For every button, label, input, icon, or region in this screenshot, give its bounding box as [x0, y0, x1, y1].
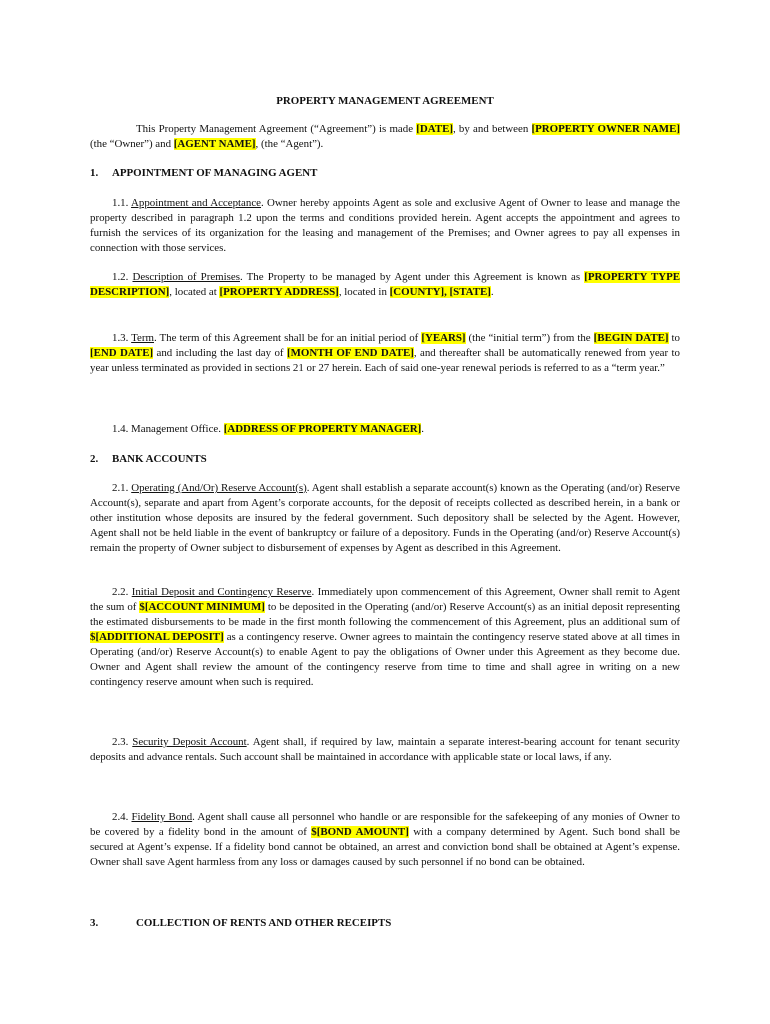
paragraph-1-1: 1.1. Appointment and Acceptance. Owner hereby appoints Agent as sole and exclusive Agent of Owner to lease and manage the property described in paragraph 1.2 upon the terms and conditions provided herein. Agent accepts the appointment and agrees to furnish the services of its organization for the leasing and management of the Premises; and Owner agrees to pay all expenses in connection with those services.: [90, 197, 680, 254]
paragraph-heading: Operating (And/Or) Reserve Account(s): [131, 482, 307, 494]
paragraph-2-3: 2.3. Security Deposit Account. Agent shall, if required by law, maintain a separate interest-bearing account for tenant security deposits and advance rentals. Such account shall be maintained in accordance with applicable state or local laws, if any.: [90, 736, 680, 763]
account-minimum-field[interactable]: $[ACCOUNT MINIMUM]: [139, 601, 265, 613]
paragraph-heading: Description of Premises: [132, 271, 240, 283]
begin-date-field[interactable]: [BEGIN DATE]: [593, 332, 669, 344]
agent-name-field[interactable]: [AGENT NAME]: [173, 138, 256, 150]
paragraph-heading: Security Deposit Account: [132, 736, 247, 748]
property-type-description-field[interactable]: [PROPERTY TYPE DESCRIPTION]: [90, 271, 680, 298]
property-owner-name-field[interactable]: [PROPERTY OWNER NAME]: [531, 123, 680, 135]
property-address-field[interactable]: [PROPERTY ADDRESS]: [219, 286, 339, 298]
paragraph-2-2: 2.2. Initial Deposit and Contingency Reserve. Immediately upon commencement of this Agreement, Owner shall remit to Agent the sum of $[ACCOUNT MINIMUM] to be deposited in the Operating (and/or) Reserve Account(s) as an initial deposit representing the estimated disbursements to be made in the first month following the commencement of this Agreement, plus an additional sum of $[ADDITIONAL DEPOSIT] as a contingency reserve. Owner agrees to maintain the contingency reserve stated above at all times in Operating (and/or) Reserve Account(s) to enable Agent to pay the obligations of Owner under this Agreement as they become due. Owner and Agent shall review the amount of the contingency reserve from time to time and shall agree in writing on a new contingency reserve amount when such is required.: [90, 586, 680, 688]
end-date-field[interactable]: [END DATE]: [90, 347, 154, 359]
month-of-end-date-field[interactable]: [MONTH OF END DATE]: [286, 347, 414, 359]
paragraph-1-3: 1.3. Term. The term of this Agreement shall be for an initial period of [YEARS] (the “initial term”) from the [BEGIN DATE] to [END DATE] and including the last day of [MONTH OF END DATE], and thereafter shall be automatically renewed from year to year unless terminated as provided in sections 21 or 27 herein. Each of said one-year renewal periods is referred to as a “term year.”: [90, 332, 680, 374]
section-3-heading: 3. COLLECTION OF RENTS AND OTHER RECEIPTS: [90, 917, 392, 929]
paragraph-heading: Fidelity Bond: [131, 811, 193, 823]
paragraph-heading: Initial Deposit and Contingency Reserve: [131, 586, 312, 598]
paragraph-1-4: 1.4. Management Office. [ADDRESS OF PROPERTY MANAGER].: [112, 423, 424, 435]
county-state-field[interactable]: [COUNTY], [STATE]: [389, 286, 491, 298]
additional-deposit-field[interactable]: $[ADDITIONAL DEPOSIT]: [90, 631, 224, 643]
paragraph-2-4: 2.4. Fidelity Bond. Agent shall cause all personnel who handle or are responsible for the safekeeping of any monies of Owner to be covered by a fidelity bond in the amount of $[BOND AMOUNT] with a company determined by Agent. Such bond shall be secured at Agent’s expense. If a fidelity bond cannot be obtained, an arrest and conviction bond shall be obtained at Agent’s expense. Owner shall save Agent harmless from any loss or damages caused by such personnel if no bond can be obtained.: [90, 811, 680, 868]
paragraph-heading: Term: [131, 332, 154, 344]
property-manager-address-field[interactable]: [ADDRESS OF PROPERTY MANAGER]: [223, 423, 422, 435]
document-title: PROPERTY MANAGEMENT AGREEMENT: [276, 95, 494, 107]
date-field[interactable]: [DATE]: [416, 123, 453, 135]
intro-paragraph: This Property Management Agreement (“Agreement”) is made [DATE], by and between [PROPERTY OWNER NAME] (the “Owner”) and [AGENT NAME], (the “Agent”).: [90, 123, 680, 150]
bond-amount-field[interactable]: $[BOND AMOUNT]: [311, 826, 409, 838]
paragraph-2-1: 2.1. Operating (And/Or) Reserve Account(s). Agent shall establish a separate account(s) known as the Operating (and/or) Reserve Account(s), separate and apart from Agent’s corporate accounts, for the deposit of receipts collected as described herein, in a bank or other institution whose deposits are insured by the federal government. Such depository shall be selected by the Agent. However, Agent shall not be held liable in the event of bankruptcy or failure of a depository. Funds in the Operating (and/or) Reserve Account(s) remain the property of Owner subject to disbursement of expenses by Agent as described in this Agreement.: [90, 482, 681, 554]
section-2-heading: 2. BANK ACCOUNTS: [90, 453, 207, 465]
section-1-heading: 1. APPOINTMENT OF MANAGING AGENT: [90, 167, 318, 179]
paragraph-heading: Appointment and Acceptance: [131, 197, 262, 209]
years-field[interactable]: [YEARS]: [421, 332, 466, 344]
paragraph-1-2: 1.2. Description of Premises. The Property to be managed by Agent under this Agreement is known as [PROPERTY TYPE DESCRIPTION], located at [PROPERTY ADDRESS], located in [COUNTY], [STATE].: [90, 271, 680, 298]
